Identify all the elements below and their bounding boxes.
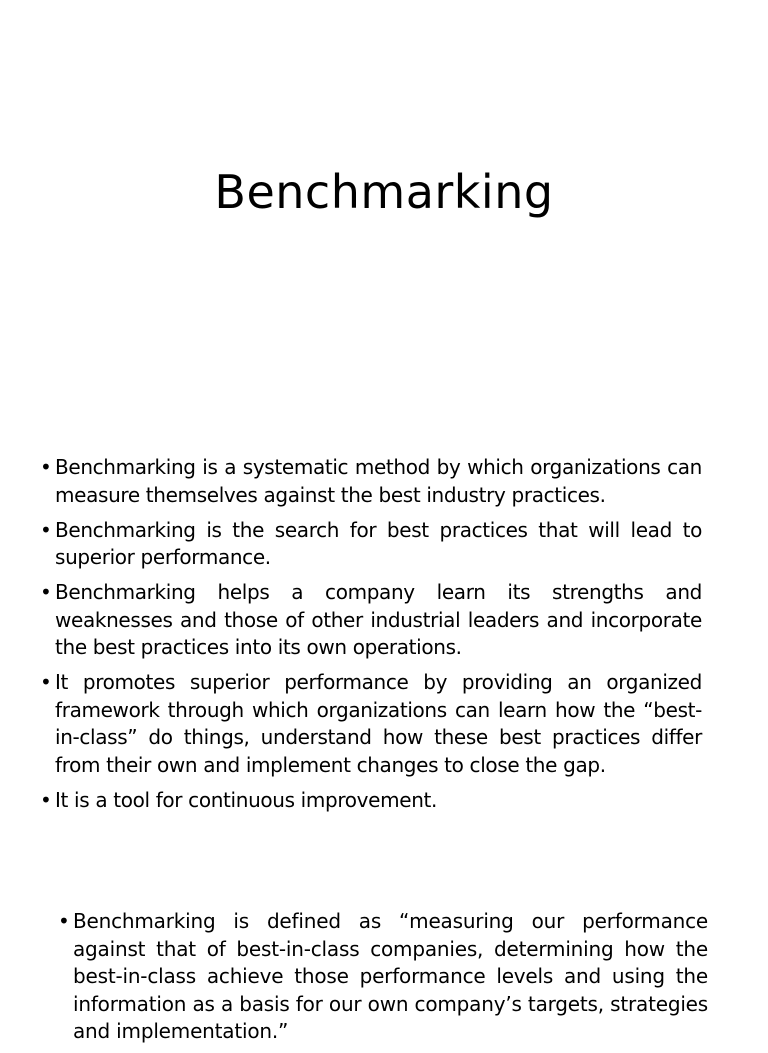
bullet-icon: • (40, 455, 52, 479)
bullet-text: It promotes superior performance by providing an organized framework through which organizations can learn how the “best-in-class” do things, understand how these best practices differ from their own and implement changes to close the gap. (55, 670, 702, 777)
bullet-list-main (40, 454, 702, 822)
bullet-list-definition (58, 908, 708, 1053)
list-item (58, 908, 708, 1046)
bullet-icon: • (40, 580, 52, 604)
bullet-text: Benchmarking is defined as “measuring our performance against that of best-in-class companies, determining how the best-in-class achieve those performance levels and using the information as a basis for our own company’s targets, strategies and implementation.” (73, 909, 708, 1043)
list-item (40, 517, 702, 572)
list-item (40, 669, 702, 779)
slide-title: Benchmarking (214, 165, 554, 219)
bullet-text: Benchmarking is a systematic method by which organizations can measure themselves against the best industry practices. (55, 455, 702, 507)
bullet-text: It is a tool for continuous improvement. (55, 787, 438, 812)
list-item (40, 787, 702, 815)
bullet-text: Benchmarking is the search for best practices that will lead to superior performance. (55, 517, 702, 569)
bullet-icon: • (40, 670, 52, 694)
list-item (40, 579, 702, 662)
bullet-text: Benchmarking helps a company learn its strengths and weaknesses and those of other industrial leaders and incorporate the best practices into its own operations. (55, 580, 702, 659)
list-item (40, 454, 702, 509)
bullet-icon: • (40, 517, 52, 542)
bullet-icon: • (58, 909, 70, 933)
bullet-icon: • (40, 787, 52, 812)
